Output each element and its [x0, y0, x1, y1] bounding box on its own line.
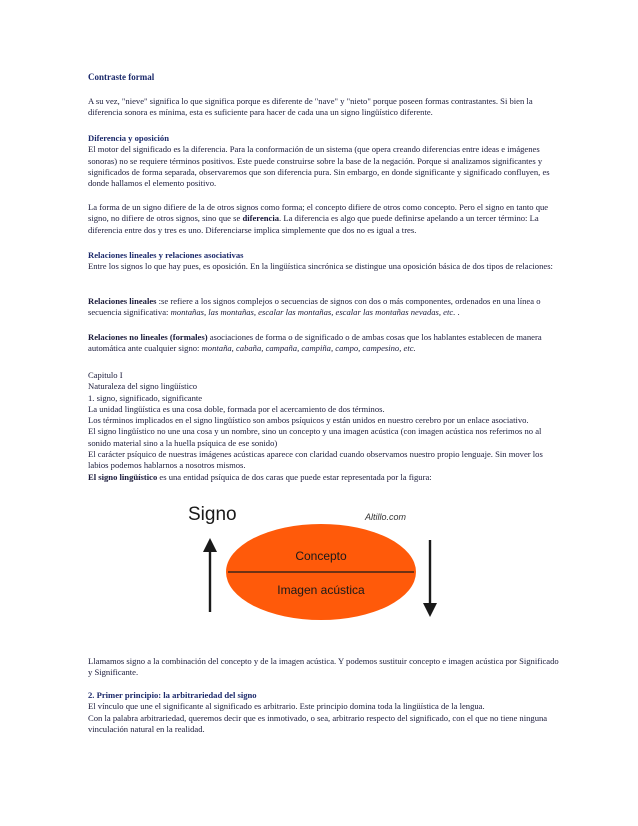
section-heading: Relaciones lineales y relaciones asociativas	[88, 250, 244, 260]
lineales-end: .	[455, 307, 460, 318]
section-lineales	[88, 296, 560, 319]
nolineales-italic: montaña, cabaña, campaña, campiña, campo, campesino, etc.	[201, 343, 416, 354]
lineales-italic: montañas, las montañas, escalar las montañas, escalar las montañas nevadas, etc.	[170, 307, 456, 318]
signo-bold: El signo lingüístico	[88, 471, 158, 482]
intro-paragraph: A su vez, "nieve" significa lo que significa porque es diferente de "nave" y "nieto" porque poseen formas contrastantes. Si bien la diferencia sonora es mínima, esta es suficiente para hacer de cada una un signo lingüístico diferente.	[88, 96, 533, 118]
llamamos-paragraph: Llamamos signo a la combinación del concepto y de la imagen acústica. Y podemos sustituir concepto e imagen acústica por Significado y Significante.	[88, 656, 559, 678]
capitulo-line: 1. signo, significado, significante	[88, 392, 203, 403]
lineales-bold: Relaciones lineales	[88, 296, 157, 306]
capitulo-line: Naturaleza del signo lingüístico	[88, 381, 198, 392]
nolineales-text: asociaciones de forma o de significado o de ambas cosas que los hablantes establecen de manera automática ante cualquier signo:	[88, 332, 542, 354]
section-text: Entre los signos lo que hay pues, es oposición. En la lingüística sincrónica se distingue una oposición básica de dos tipos de relaciones:	[88, 261, 553, 272]
capitulo-line: El carácter psíquico de nuestras imágenes acústicas aparece con claridad cuando observamos nuestro propio lenguaje. Sin mover los labios podemos hablarnos a nosotros mismos.	[88, 449, 543, 471]
forma-text-1: La forma de un signo difiere de la de otros signos como forma; el concepto difiere de otros como concepto. Pero el signo en tanto que signo, no difiere de otros signos, sino que se	[88, 202, 549, 224]
capitulo-line: Capitulo I	[88, 370, 123, 380]
section-nolineales	[88, 332, 560, 355]
section-heading: Diferencia y oposición	[88, 133, 169, 143]
concepto-label: Concepto	[295, 549, 347, 563]
section-capitulo	[88, 370, 560, 483]
section-text: El motor del significado es la diferencia. Para la conformación de un sistema (que opera creando diferencias entre ideas e imágenes sonoras) no se requiere términos positivos. Este puede construirse sobre la base de la negación. Porque si analizamos significantes y significados de forma separada, observaremos que son diferencia pura. Sin embargo, en donde significante y significado confluyen, es donde hallamos el elemento positivo.	[88, 144, 550, 189]
page-title: Contraste formal	[88, 72, 155, 82]
lineales-text: :se refiere a los signos complejos o secuencias de signos con dos o más componentes, ordenados en una línea o secuencia significativa:	[88, 296, 541, 318]
signo-text: es una entidad psíquica de dos caras que puede estar representada por la figura:	[157, 471, 432, 482]
nolineales-bold: Relaciones no lineales (formales)	[88, 332, 208, 342]
section-principio	[88, 690, 560, 735]
imagen-label: Imagen acústica	[277, 583, 365, 597]
principio-line-2: Con la palabra arbitrariedad, queremos decir que es inmotivado, o sea, arbitrario respecto del significado, con el que no tiene ninguna vinculación natural en la realidad.	[88, 712, 548, 734]
section-heading: 2. Primer principio: la arbitrariedad del signo	[88, 690, 257, 700]
section-diferencia	[88, 133, 560, 189]
section-forma	[88, 202, 560, 236]
section-relaciones	[88, 250, 560, 273]
principio-line-1: El vínculo que une el significante al significado es arbitrario. Este principio domina toda la lingüística de la lengua.	[88, 701, 485, 712]
capitulo-line: El signo lingüístico no une una cosa y un nombre, sino un concepto y una imagen acústica (con imagen acústica nos referimos no al sonido material sino a la huella psíquica de ese sonido)	[88, 426, 542, 448]
capitulo-last-line	[88, 472, 560, 483]
forma-text-2: . La diferencia es algo que puede definirse apelando a un tercer término: La diferencia entre dos y tres es uno. Diferenciarse implica simplemente que dos no es igual a tres.	[88, 213, 539, 235]
capitulo-line: Los términos implicados en el signo lingüístico son ambos psíquicos y están unidos en nuestro cerebro por un enlace asociativo.	[88, 415, 529, 426]
forma-bold: diferencia	[242, 213, 280, 224]
up-arrow-head	[203, 538, 217, 552]
watermark-label: Altillo.com	[365, 512, 407, 522]
signo-diagram	[178, 500, 468, 620]
capitulo-line: La unidad lingüística es una cosa doble, formada por el acercamiento de dos términos.	[88, 403, 385, 414]
down-arrow-head	[423, 603, 437, 617]
signo-label: Signo	[188, 504, 237, 525]
